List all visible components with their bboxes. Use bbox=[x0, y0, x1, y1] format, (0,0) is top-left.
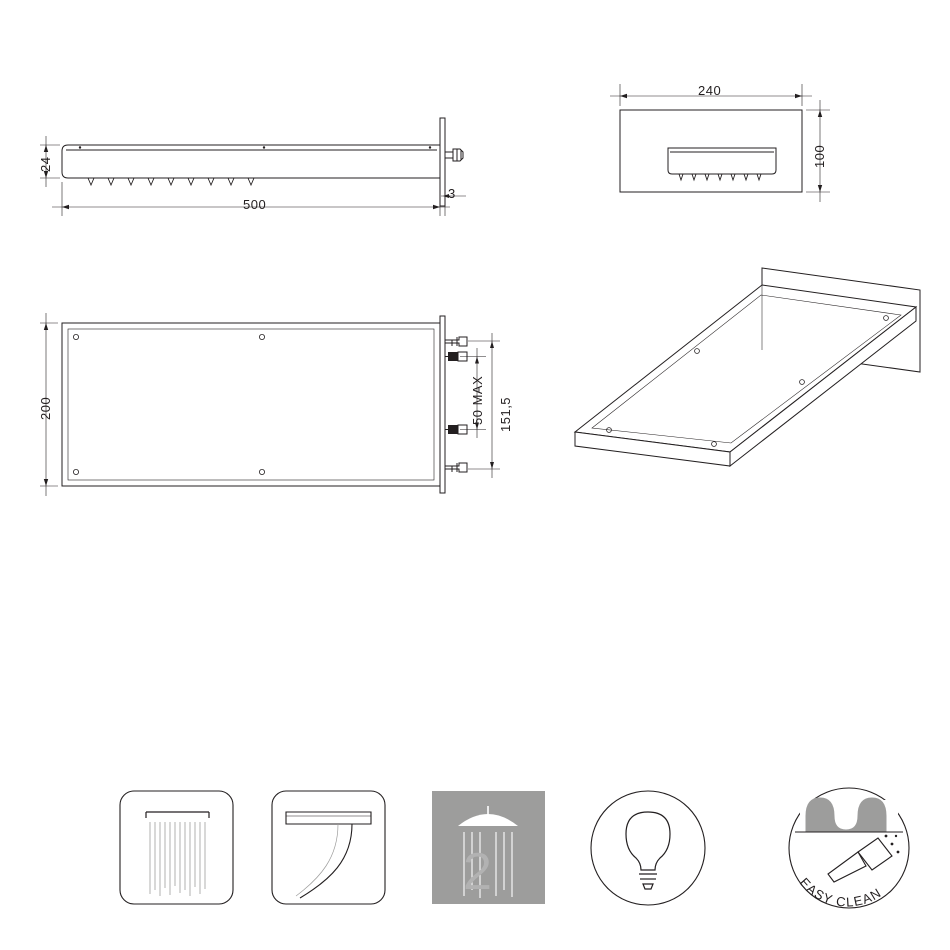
dim-plate-thickness-3: 3 bbox=[448, 186, 456, 201]
dim-width-240: 240 bbox=[698, 83, 722, 98]
dim-151-5: 151,5 bbox=[498, 396, 513, 432]
dim-length-500: 500 bbox=[243, 197, 267, 212]
dim-50-max: 50 MAX bbox=[470, 375, 485, 425]
two-functions-label: 2 bbox=[463, 843, 492, 901]
svg-text:EASY CLEAN: EASY CLEAN bbox=[796, 874, 885, 910]
dim-thickness-24: 24 bbox=[38, 156, 53, 172]
dim-depth-200: 200 bbox=[38, 396, 53, 420]
dim-height-100: 100 bbox=[812, 144, 827, 168]
